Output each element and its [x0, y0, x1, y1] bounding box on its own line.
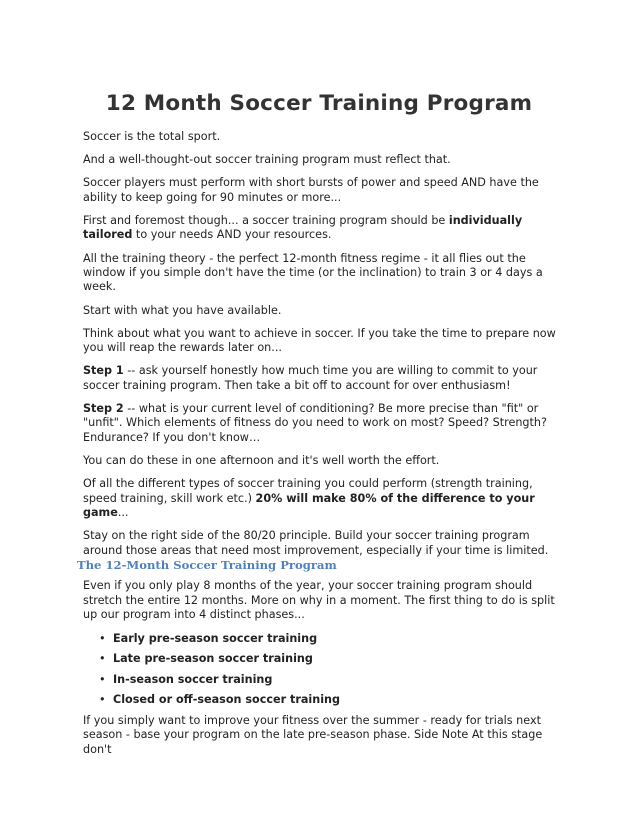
paragraph: And a well-thought-out soccer training program must reflect that. [83, 153, 451, 167]
phase-label: Late pre-season soccer training [113, 652, 313, 666]
section-closing: If you simply want to improve your fitness over the summer - ready for trials next season - base your program on the late pre-season phase. Side Note At this stage don't [83, 713, 543, 756]
bullet-icon: • [99, 631, 106, 645]
text-span: Of all the different types of soccer training you could perform (strength training, speed training, skill work etc.) [83, 477, 533, 505]
phase-label: In-season soccer training [113, 672, 273, 686]
paragraph: Soccer players must perform with short bursts of power and speed AND have the ability to keep going for 90 minutes or more... [83, 176, 539, 204]
page-title: 12 Month Soccer Training Program [105, 91, 533, 116]
intro-body [83, 130, 563, 567]
paragraph: You can do these in one afternoon and it's well worth the effort. [83, 454, 440, 468]
phase-label: Early pre-season soccer training [113, 631, 318, 645]
section-body [83, 579, 563, 758]
list-item [83, 632, 563, 653]
bullet-icon: • [99, 672, 106, 686]
paragraph: Think about what you want to achieve in soccer. If you take the time to prepare now you will reap the rewards later on... [83, 326, 556, 355]
paragraph-step-2 [83, 402, 563, 445]
phase-label: Closed or off-season soccer training [113, 693, 341, 707]
paragraph-step-1 [83, 364, 563, 393]
text-span: -- ask yourself honestly how much time you are willing to commit to your soccer training program. Then take a bit off to account for over enthusiasm! [83, 364, 538, 392]
emphasis-text: 20% will make 80% of the difference to your game [83, 491, 535, 520]
text-span: ... [117, 506, 129, 520]
list-item [83, 673, 563, 694]
paragraph: Stay on the right side of the 80/20 principle. Build your soccer training program around those areas that need most improvement, especially if your time is limited. [83, 529, 549, 557]
paragraph: Soccer is the total sport. [83, 130, 221, 143]
list-item [83, 652, 563, 673]
bullet-icon: • [99, 652, 106, 666]
bullet-icon: • [99, 693, 106, 707]
paragraph [83, 214, 563, 243]
text-span: First and foremost though... a soccer training program should be [83, 214, 449, 228]
section-intro: Even if you only play 8 months of the year, your soccer training program should stretch the entire 12 months. More on why in a moment. The first thing to do is split up our program into 4 distinct phases... [83, 579, 555, 622]
paragraph: Start with what you have available. [83, 303, 282, 317]
text-span: -- what is your current level of conditioning? Be more precise than "fit" or "unfit". Which elements of fitness do you need to work on most? Speed? Strength? Endurance? If you don't know… [83, 402, 547, 444]
step-label: Step 2 [83, 402, 124, 416]
section-heading: The 12-Month Soccer Training Program [77, 558, 337, 572]
step-label: Step 1 [83, 364, 124, 378]
paragraph [83, 477, 563, 520]
list-item [83, 693, 563, 714]
emphasis-text: individually tailored [83, 214, 523, 242]
phase-list [83, 632, 563, 714]
paragraph: All the training theory - the perfect 12-month fitness regime - it all flies out the window if you simple don't have the time (or the inclination) to train 3 or 4 days a week. [83, 251, 543, 294]
text-span: to your needs AND your resources. [132, 228, 332, 242]
